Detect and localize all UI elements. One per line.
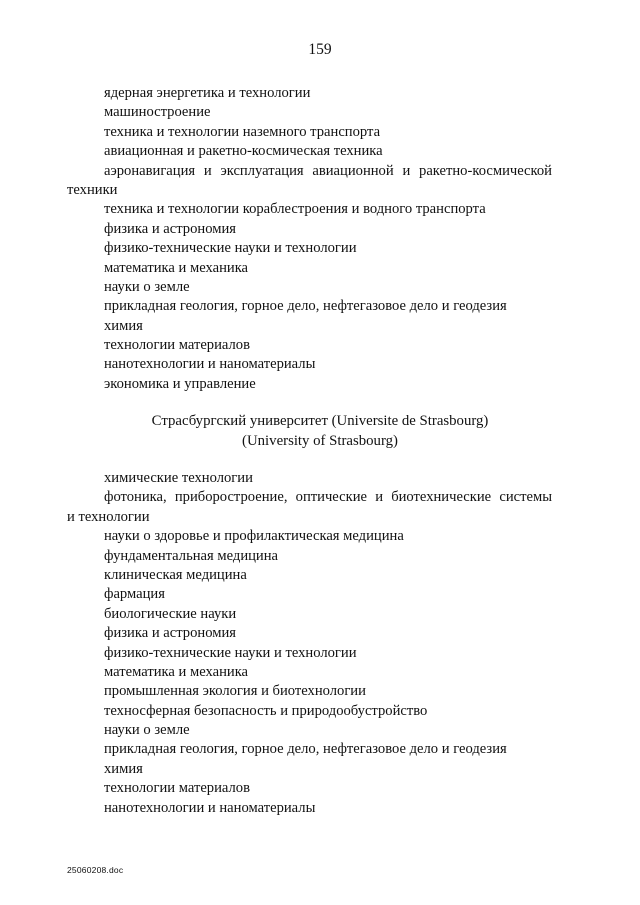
list-item: экономика и управление (104, 375, 256, 392)
list-item: прикладная геология, горное дело, нефтегазовое дело и геодезия (104, 298, 507, 315)
list-item: биологические науки (104, 605, 237, 622)
list-item: химические технологии (104, 470, 253, 486)
list-item: фотоника, приборостроение, оптические и биотехнические системы (104, 489, 552, 506)
list-item: техника и технологии наземного транспорта (104, 123, 381, 140)
list-item: физико-технические науки и технологии (104, 240, 357, 257)
program-list-2 (0, 469, 640, 818)
list-item: науки о здоровье и профилактическая медицина (104, 528, 404, 545)
list-item: фундаментальная медицина (104, 547, 279, 564)
list-item-continuation: и технологии (67, 508, 150, 525)
list-item: техносферная безопасность и природообустройство (104, 702, 428, 719)
list-item: технологии материалов (104, 337, 250, 354)
list-item: химия (104, 317, 143, 334)
list-item: авиационная и ракетно-космическая техника (104, 143, 383, 160)
university-name-english: (University of Strasbourg) (242, 433, 398, 449)
list-item: науки о земле (104, 722, 190, 739)
list-item: прикладная геология, горное дело, нефтегазовое дело и геодезия (104, 741, 507, 758)
page-number: 159 (308, 41, 332, 58)
university-name: Страсбургский университет (Universite de Strasbourg) (151, 413, 489, 429)
list-item: ядерная энергетика и технологии (104, 85, 311, 101)
program-list-1 (0, 84, 640, 394)
list-item: фармация (104, 586, 165, 603)
university-heading (0, 411, 640, 451)
list-item: машиностроение (104, 104, 211, 121)
document-id: 25060208.doc (67, 865, 124, 875)
list-item: клиническая медицина (104, 566, 247, 583)
list-item: физико-технические науки и технологии (104, 644, 357, 661)
list-item: физика и астрономия (104, 220, 236, 237)
list-item-continuation: техники (67, 181, 118, 198)
list-item: нанотехнологии и наноматериалы (104, 356, 316, 373)
list-item: науки о земле (104, 278, 190, 295)
list-item: физика и астрономия (104, 625, 236, 642)
list-item: промышленная экология и биотехнологии (104, 683, 366, 700)
list-item: техника и технологии кораблестроения и водного транспорта (104, 201, 486, 218)
list-item: химия (104, 760, 143, 777)
list-item: нанотехнологии и наноматериалы (104, 799, 316, 816)
list-item: технологии материалов (104, 780, 250, 797)
list-item: аэронавигация и эксплуатация авиационной и ракетно-космической (104, 162, 552, 179)
list-item: математика и механика (104, 259, 249, 276)
list-item: математика и механика (104, 663, 249, 680)
